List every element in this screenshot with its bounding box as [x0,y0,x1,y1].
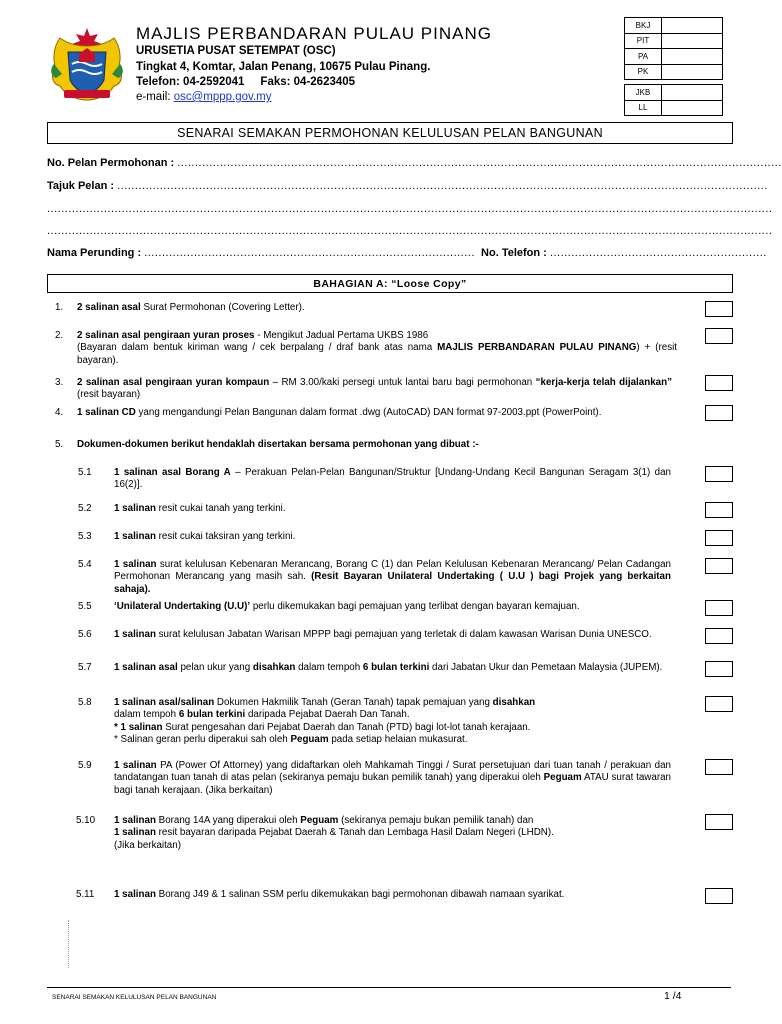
subitem-5-3-text: 1 salinan resit cukai taksiran yang terkini. [114,531,296,542]
subitem-5-8-text: 1 salinan asal/salinan Dokumen Hakmilik Tanah (Geran Tanah) tapak pemajuan yang disahkan dalam tempoh 6 bulan terkini daripada Pejabat Daerah Dan Tanah. * 1 salinan Surat pengesahan dari Pejabat Daerah dan Tanah (PTD) bagi lot-lot tanah kerajaan. * Salinan geran perlu diperakui sah oleh Peguam pada setiap helaian mukasurat. [114,697,536,745]
field-no-pelan[interactable]: No. Pelan Permohonan : .......................................................................................................................................................................... [47,157,782,169]
checkbox[interactable] [705,375,733,391]
code-box[interactable] [662,18,722,33]
code-row [624,101,723,117]
org-phone-fax: Telefon: 04-2592041 Faks: 04-2623405 [136,76,356,88]
code-box[interactable] [662,65,722,80]
org-address: Tingkat 4, Komtar, Jalan Penang, 10675 Pulau Pinang. [136,61,431,73]
subitem-5-2-text: 1 salinan resit cukai tanah yang terkini. [114,503,286,514]
section-a-heading: BAHAGIAN A: “Loose Copy” [47,274,733,293]
subitem-5-9-text: 1 salinan PA (Power Of Attorney) yang didaftarkan oleh Mahkamah Tinggi / Surat persetujuan dari tuan tanah / perakuan dan tandatangan tuan tanah di atas pelan (sekiranya pemaju bukan pemilik tanah) yang diperakui oleh Peguam ATAU surat tawaran bagi tanah kerajaan. (Jika berkaitan) [114,760,671,796]
document-title: SENARAI SEMAKAN PERMOHONAN KELULUSAN PELAN BANGUNAN [47,122,733,144]
field-tajuk-pelan[interactable]: Tajuk Pelan : ....................................................................................................................................................................................... [47,180,768,192]
subitem-5-1-text: 1 salinan asal Borang A – Perakuan Pelan-Pelan Bangunan/Struktur [Undang-Undang Kecil Bangunan Seragam 3(1) dan 16(2)]. [114,467,671,491]
item-5-text: Dokumen-dokumen berikut hendaklah disertakan bersama permohonan yang dibuat :- [77,439,479,450]
code-label: PIT [625,34,662,49]
item-number: 4. [55,407,64,418]
org-email-line [136,91,271,103]
subitem-5-5-text: ‘Unilateral Undertaking (U.U)’ perlu dikemukakan bagi pemajuan yang terlibat dengan bayaran kemajuan. [114,601,580,612]
subitem-number: 5.3 [78,531,92,542]
checkbox[interactable] [705,600,733,616]
checkbox[interactable] [705,502,733,518]
checkbox[interactable] [705,466,733,482]
code-row [624,17,723,34]
subitem-number: 5.2 [78,503,92,514]
subitem-number: 5.7 [78,662,92,673]
item-2-text: 2 salinan asal pengiraan yuran proses - Mengikut Jadual Pertama UKBS 1986 (Bayaran dalam bentuk kiriman wang / cek berpalang / draf bank atas nama MAJLIS PERBANDARAN PULAU PINANG) + (resit bayaran). [77,330,677,366]
subitem-number: 5.5 [78,601,92,612]
field-label: No. Pelan Permohonan : [47,157,175,169]
checkbox[interactable] [705,301,733,317]
item-number: 5. [55,439,64,450]
subitem-number: 5.11 [76,889,95,900]
item-number: 2. [55,330,64,341]
checkbox[interactable] [705,888,733,904]
subitem-5-11-text: 1 salinan Borang J49 & 1 salinan SSM perlu dikemukakan bagi permohonan dibawah namaan syarikat. [114,889,565,900]
checkbox[interactable] [705,628,733,644]
checkbox[interactable] [705,814,733,830]
subitem-5-10-text: 1 salinan Borang 14A yang diperakui oleh Peguam (sekiranya pemaju bukan pemilik tanah) dan 1 salinan resit bayaran daripada Pejabat Daerah & Tanah dan Lembaga Hasil Dalam Negeri (LHDN). (Jika berkaitan) [114,815,554,851]
checkbox[interactable] [705,661,733,677]
code-label: PA [625,49,662,64]
subitem-number: 5.6 [78,629,92,640]
code-label: LL [625,101,662,116]
code-row [624,34,723,50]
code-row [624,65,723,81]
unit-name: URUSETIA PUSAT SETEMPAT (OSC) [136,45,336,57]
email-link[interactable]: osc@mppp.gov.my [173,91,272,103]
subitem-number: 5.4 [78,559,92,570]
item-3-text: 2 salinan asal pengiraan yuran kompaun – RM 3.00/kaki persegi untuk lantai baru bagi permohonan “kerja-kerja telah dijalankan” (resit bayaran) [77,377,672,401]
code-label: BKJ [625,18,662,33]
subitem-number: 5.8 [78,697,92,708]
code-box[interactable] [662,49,722,64]
subitem-number: 5.1 [78,467,92,478]
municipal-crest-icon [46,24,128,104]
checkbox[interactable] [705,328,733,344]
checkbox[interactable] [705,696,733,712]
subitem-number: 5.9 [78,760,92,771]
subitem-5-6-text: 1 salinan surat kelulusan Jabatan Warisan MPPP bagi pemajuan yang terletak di dalam kawasan Warisan Dunia UNESCO. [114,629,652,640]
field-tajuk-line-2[interactable]: ............................................................................................................................................................................................................ [47,203,773,215]
item-1-text: 2 salinan asal Surat Permohonan (Covering Letter). [77,302,305,313]
field-tajuk-line-3[interactable]: ............................................................................................................................................................................................................ [47,225,773,237]
code-label: JKB [625,85,662,100]
subitem-5-4-text: 1 salinan surat kelulusan Kebenaran Merancang, Borang C (1) dan Pelan Kelulusan Kebenaran Merancang/ Pelan Cadangan Permohonan Merancang yang masih sah. (Resit Bayaran Unilateral Undertaking ( U.U ) bagi Projek yang berkaitan sahaja). [114,559,671,595]
code-box[interactable] [662,34,722,49]
email-label: e-mail: [136,91,171,103]
checkbox[interactable] [705,759,733,775]
field-label: No. Telefon : [481,247,547,259]
code-row [624,49,723,65]
item-4-text: 1 salinan CD yang mengandungi Pelan Bangunan dalam format .dwg (AutoCAD) DAN format 97-2003.ppt (PowerPoint). [77,407,602,418]
footer-doc-title: SENARAI SEMAKAN KELULUSAN PELAN BANGUNAN [52,994,217,1001]
code-label: PK [625,65,662,80]
item-number: 1. [55,302,64,313]
margin-dotted-line [68,920,69,968]
checkbox[interactable] [705,558,733,574]
subitem-5-7-text: 1 salinan asal pelan ukur yang disahkan dalam tempoh 6 bulan terkini dari Jabatan Ukur dan Pemetaan Malaysia (JUPEM). [114,662,663,673]
page-number: 1 /4 [664,990,682,1002]
checkbox[interactable] [705,530,733,546]
item-number: 3. [55,377,64,388]
code-box[interactable] [662,85,722,100]
field-perunding-telefon[interactable]: Nama Perunding : ............................................................................................. No. Telefon : ............................................................. [47,247,767,259]
field-label: Nama Perunding : [47,247,142,259]
field-label: Tajuk Pelan : [47,180,115,192]
checkbox[interactable] [705,405,733,421]
office-code-box [624,17,723,116]
footer-divider [47,987,731,988]
subitem-number: 5.10 [76,815,96,826]
org-name: MAJLIS PERBANDARAN PULAU PINANG [136,24,492,43]
code-box[interactable] [662,101,722,116]
code-row [624,84,723,101]
